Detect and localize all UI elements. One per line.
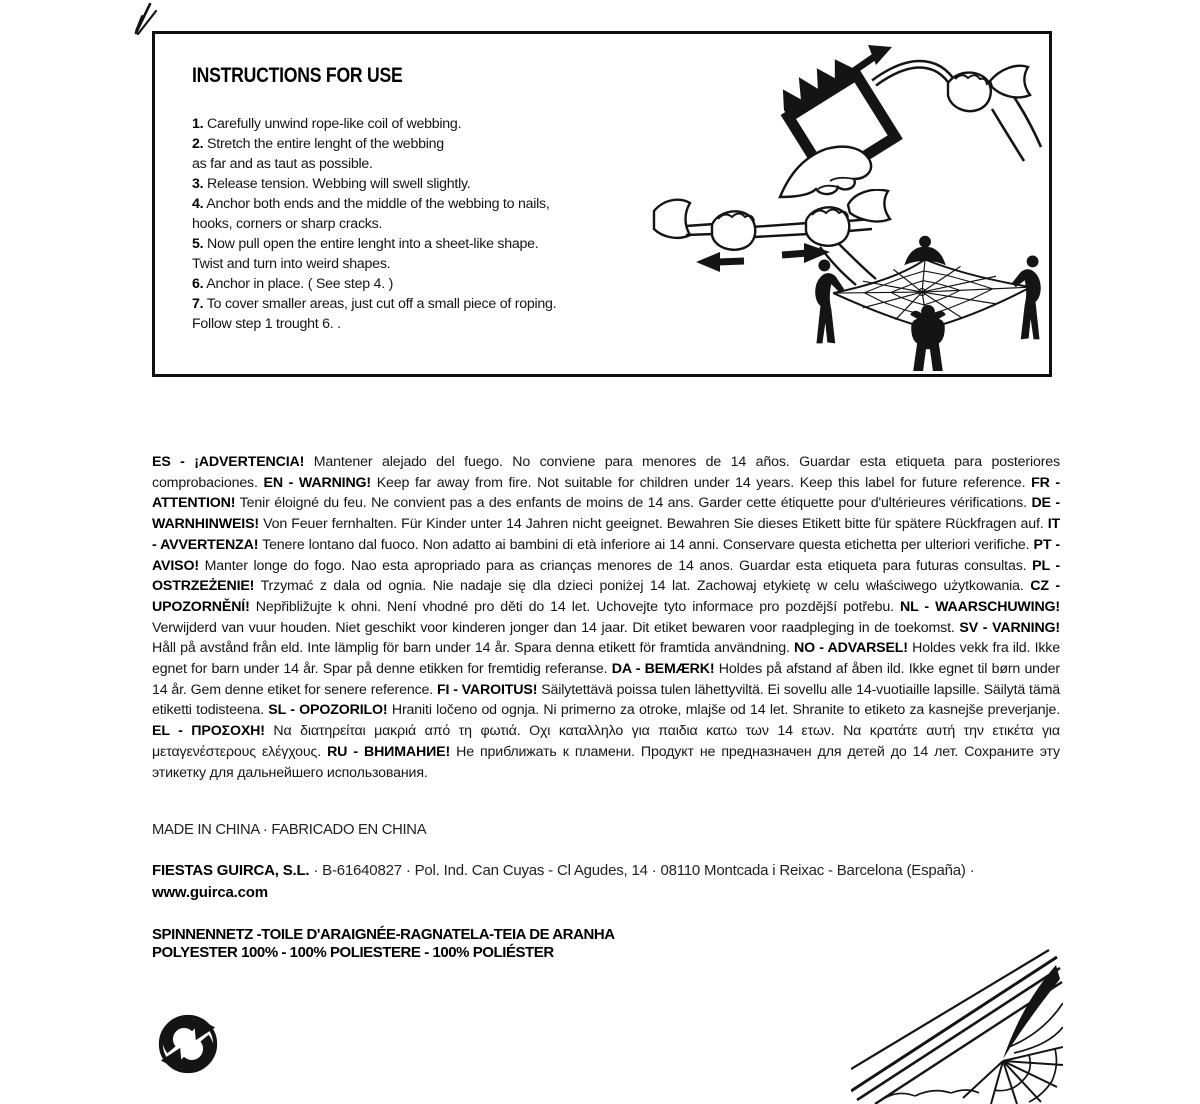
warning-language-label: EN - WARNING! <box>263 474 372 491</box>
product-names-block <box>152 926 615 961</box>
instruction-step-line <box>192 314 662 334</box>
manufacturer-line <box>152 860 1060 904</box>
instruction-step-line <box>192 134 662 154</box>
instructions-box <box>152 31 1052 377</box>
spread-web-four-people-illustration <box>807 221 1047 371</box>
manufacturer-details: · B-61640827 · Pol. Ind. Can Cuyas - Cl Agudes, 14 · 08110 Montcada i Reixac - Barcelona (España) · <box>309 862 975 879</box>
warning-language-label: IT - AVVERTENZA! <box>152 516 1060 553</box>
warning-text: Nepřibližujte k ohni. Není vhodné pro děti do 14 let. Uchovejte tyto informace pro pozdější potřebu. <box>255 598 894 615</box>
left-cuff <box>654 200 690 238</box>
instruction-step-line <box>192 174 662 194</box>
warning-language-label: CZ - UPOZORNĚNÍ! <box>152 578 1060 615</box>
warning-text: Holdes vekk fra ild. Ikke egnet for barn under 14 år. Spar på denne etikken for fremtidig referanse. <box>152 640 1060 678</box>
warning-text: Manter longe do fogo. Nao esta apropriado para as crianças menores de 14 anos. Guardar esta etiqueta para futuras consultas. <box>204 557 1027 574</box>
warning-language-label: ES - ¡ADVERTENCIA! <box>152 454 305 470</box>
pulling-hand <box>948 66 1041 161</box>
instruction-step-line <box>192 234 662 254</box>
green-dot-recycling-icon <box>157 1013 219 1075</box>
warning-language-label: NO - ADVARSEL! <box>794 640 908 657</box>
warning-language-label: FR - ATTENTION! <box>152 474 1061 512</box>
warning-text: Trzymać z dala od ognia. Nie nadaje się dla dzieci poniżej 14 lat. Zachowaj etykietę w celu właściwego użytkowania. <box>260 578 1024 595</box>
warning-text: Säilytettävä poissa tulen lähettyviltä. Ei sovellu alle 14-vuotiaille lapsille. Säilytä tämä etiketti todisteena. <box>152 681 1060 719</box>
instruction-step-line <box>192 254 662 274</box>
warning-text: Mantener alejado del fuego. No conviene para menores de 14 años. Guardar esta etiqueta para posteriores comprobaciones. <box>152 454 1060 491</box>
instruction-step-line <box>192 214 662 234</box>
warning-text: Hraniti ločeno od ognja. Ni primerno za otroke, mlajše od 14 let. Shranite to etiketo za kasnejše preverjanje. <box>391 702 1061 719</box>
warning-text: Tenir éloigné du feu. Ne convient pas a des enfants de moins de 14 ans. Garder cette étiquette pour d'ultérieures vérifications. <box>239 495 1027 512</box>
warning-language-label: DE - WARNHINWEIS! <box>152 495 1060 533</box>
warning-text: Να διατηρείται μακριά από τη φωτιά. Οχι καταλληλο για παιδια κατω των 14 ετων. Να κρατάτε αυτή την ετικέτα για μεταγενέστερους ελέγχους. <box>152 723 1060 760</box>
step-text: Release tension. Webbing will swell slightly. <box>207 176 471 192</box>
step-number: 5. <box>192 236 204 252</box>
warning-language-label: EL - ΠΡΟΣΟΧΗ! <box>152 723 265 740</box>
step-number: 2. <box>192 136 204 152</box>
product-material-line: POLYESTER 100% - 100% POLIESTERE - 100% POLIÉSTER <box>152 943 554 961</box>
instructions-steps <box>192 114 662 334</box>
instruction-step-line <box>192 194 662 214</box>
instruction-step-line <box>192 294 662 314</box>
unwind-package-illustration <box>752 39 1042 204</box>
warning-language-label: DA - BEMÆRK! <box>611 661 715 678</box>
warning-language-label: RU - ВНИМАНИЕ! <box>327 743 451 760</box>
warning-language-label: FI - VAROITUS! <box>436 681 538 698</box>
warning-text: Holdes på afstand af åben ild. Ikke egnet til børn under 14 år. Gem denne etiket for senere reference. <box>152 661 1060 698</box>
warning-language-label: PT - AVISO! <box>152 536 1060 574</box>
instruction-step-line <box>192 154 662 174</box>
step-text: Twist and turn into weird shapes. <box>192 256 391 272</box>
step-text: Now pull open the entire lenght into a sheet-like shape. <box>207 236 539 252</box>
made-in-line: MADE IN CHINA · FABRICADO EN CHINA <box>152 822 427 838</box>
website-text: www.guirca.com <box>152 884 268 901</box>
warning-text: Von Feuer fernhalten. Für Kinder unter 14 Jahren nicht geeignet. Bewahren Sie dieses Etikett bitte für spätere Rückfragen auf. <box>263 516 1044 533</box>
step-number: 3. <box>192 176 204 192</box>
step-number: 6. <box>192 276 204 292</box>
step-number: 4. <box>192 196 204 212</box>
instruction-step-line <box>192 274 662 294</box>
warning-text: Håll på avstånd från eld. Inte lämplig för barn under 14 år. Spara denna etikett för framtida användning. <box>152 640 790 657</box>
manufacturer-name: FIESTAS GUIRCA, S.L. <box>152 862 310 879</box>
product-names-line: SPINNENNETZ -TOILE D'ARAIGNÉE-RAGNATELA-TEIA DE ARANHA <box>152 926 615 943</box>
right-cuff <box>848 190 890 222</box>
arrow-left-icon <box>696 252 744 272</box>
step-text: Stretch the entire lenght of the webbing <box>207 136 444 152</box>
step-text: Follow step 1 trought 6. . <box>192 316 341 332</box>
multilingual-warnings <box>152 452 1060 783</box>
warning-text: Не приближать к пламени. Продукт не предназначен для детей до 14 лет. Сохраните эту этикетку для дальнейшего использования. <box>152 743 1061 781</box>
warning-language-label: NL - WAARSCHUWING! <box>900 598 1061 615</box>
warning-language-label: PL - OSTRZEŻENIE! <box>152 557 1060 595</box>
warning-text: Tenere lontano dal fuoco. Non adatto ai bambini di età inferiore ai 14 anni. Conservare questa etichetta per ulteriori verifiche. <box>262 536 1030 553</box>
webbing-strand <box>874 64 957 91</box>
warning-text: Verwijderd van vuur houden. Niet geschikt voor kinderen jonger dan 14 jaar. Dit etiket bewaren voor raadpleging in de toekomst. <box>152 619 955 636</box>
step-text: as far and as taut as possible. <box>192 156 373 172</box>
warning-language-label: SL - OPOZORILO! <box>268 702 388 719</box>
step-text: hooks, corners or sharp cracks. <box>192 216 383 232</box>
step-text: To cover smaller areas, just cut off a small piece of roping. <box>206 296 557 312</box>
step-number: 7. <box>192 296 204 312</box>
step-text: Carefully unwind rope-like coil of webbing. <box>207 116 462 132</box>
step-text: Anchor in place. ( See step 4. ) <box>206 276 394 292</box>
step-number: 1. <box>192 116 204 132</box>
instructions-title: INSTRUCTIONS FOR USE <box>192 64 403 87</box>
spiderweb-corner-graphic <box>851 941 1063 1104</box>
instruction-step-line <box>192 114 662 134</box>
warning-language-label: SV - VARNING! <box>959 619 1061 636</box>
warning-text: Keep far away from fire. Not suitable for children under 14 years. Keep this label for future reference. <box>376 474 1026 491</box>
step-text: Anchor both ends and the middle of the webbing to nails, <box>206 196 550 212</box>
